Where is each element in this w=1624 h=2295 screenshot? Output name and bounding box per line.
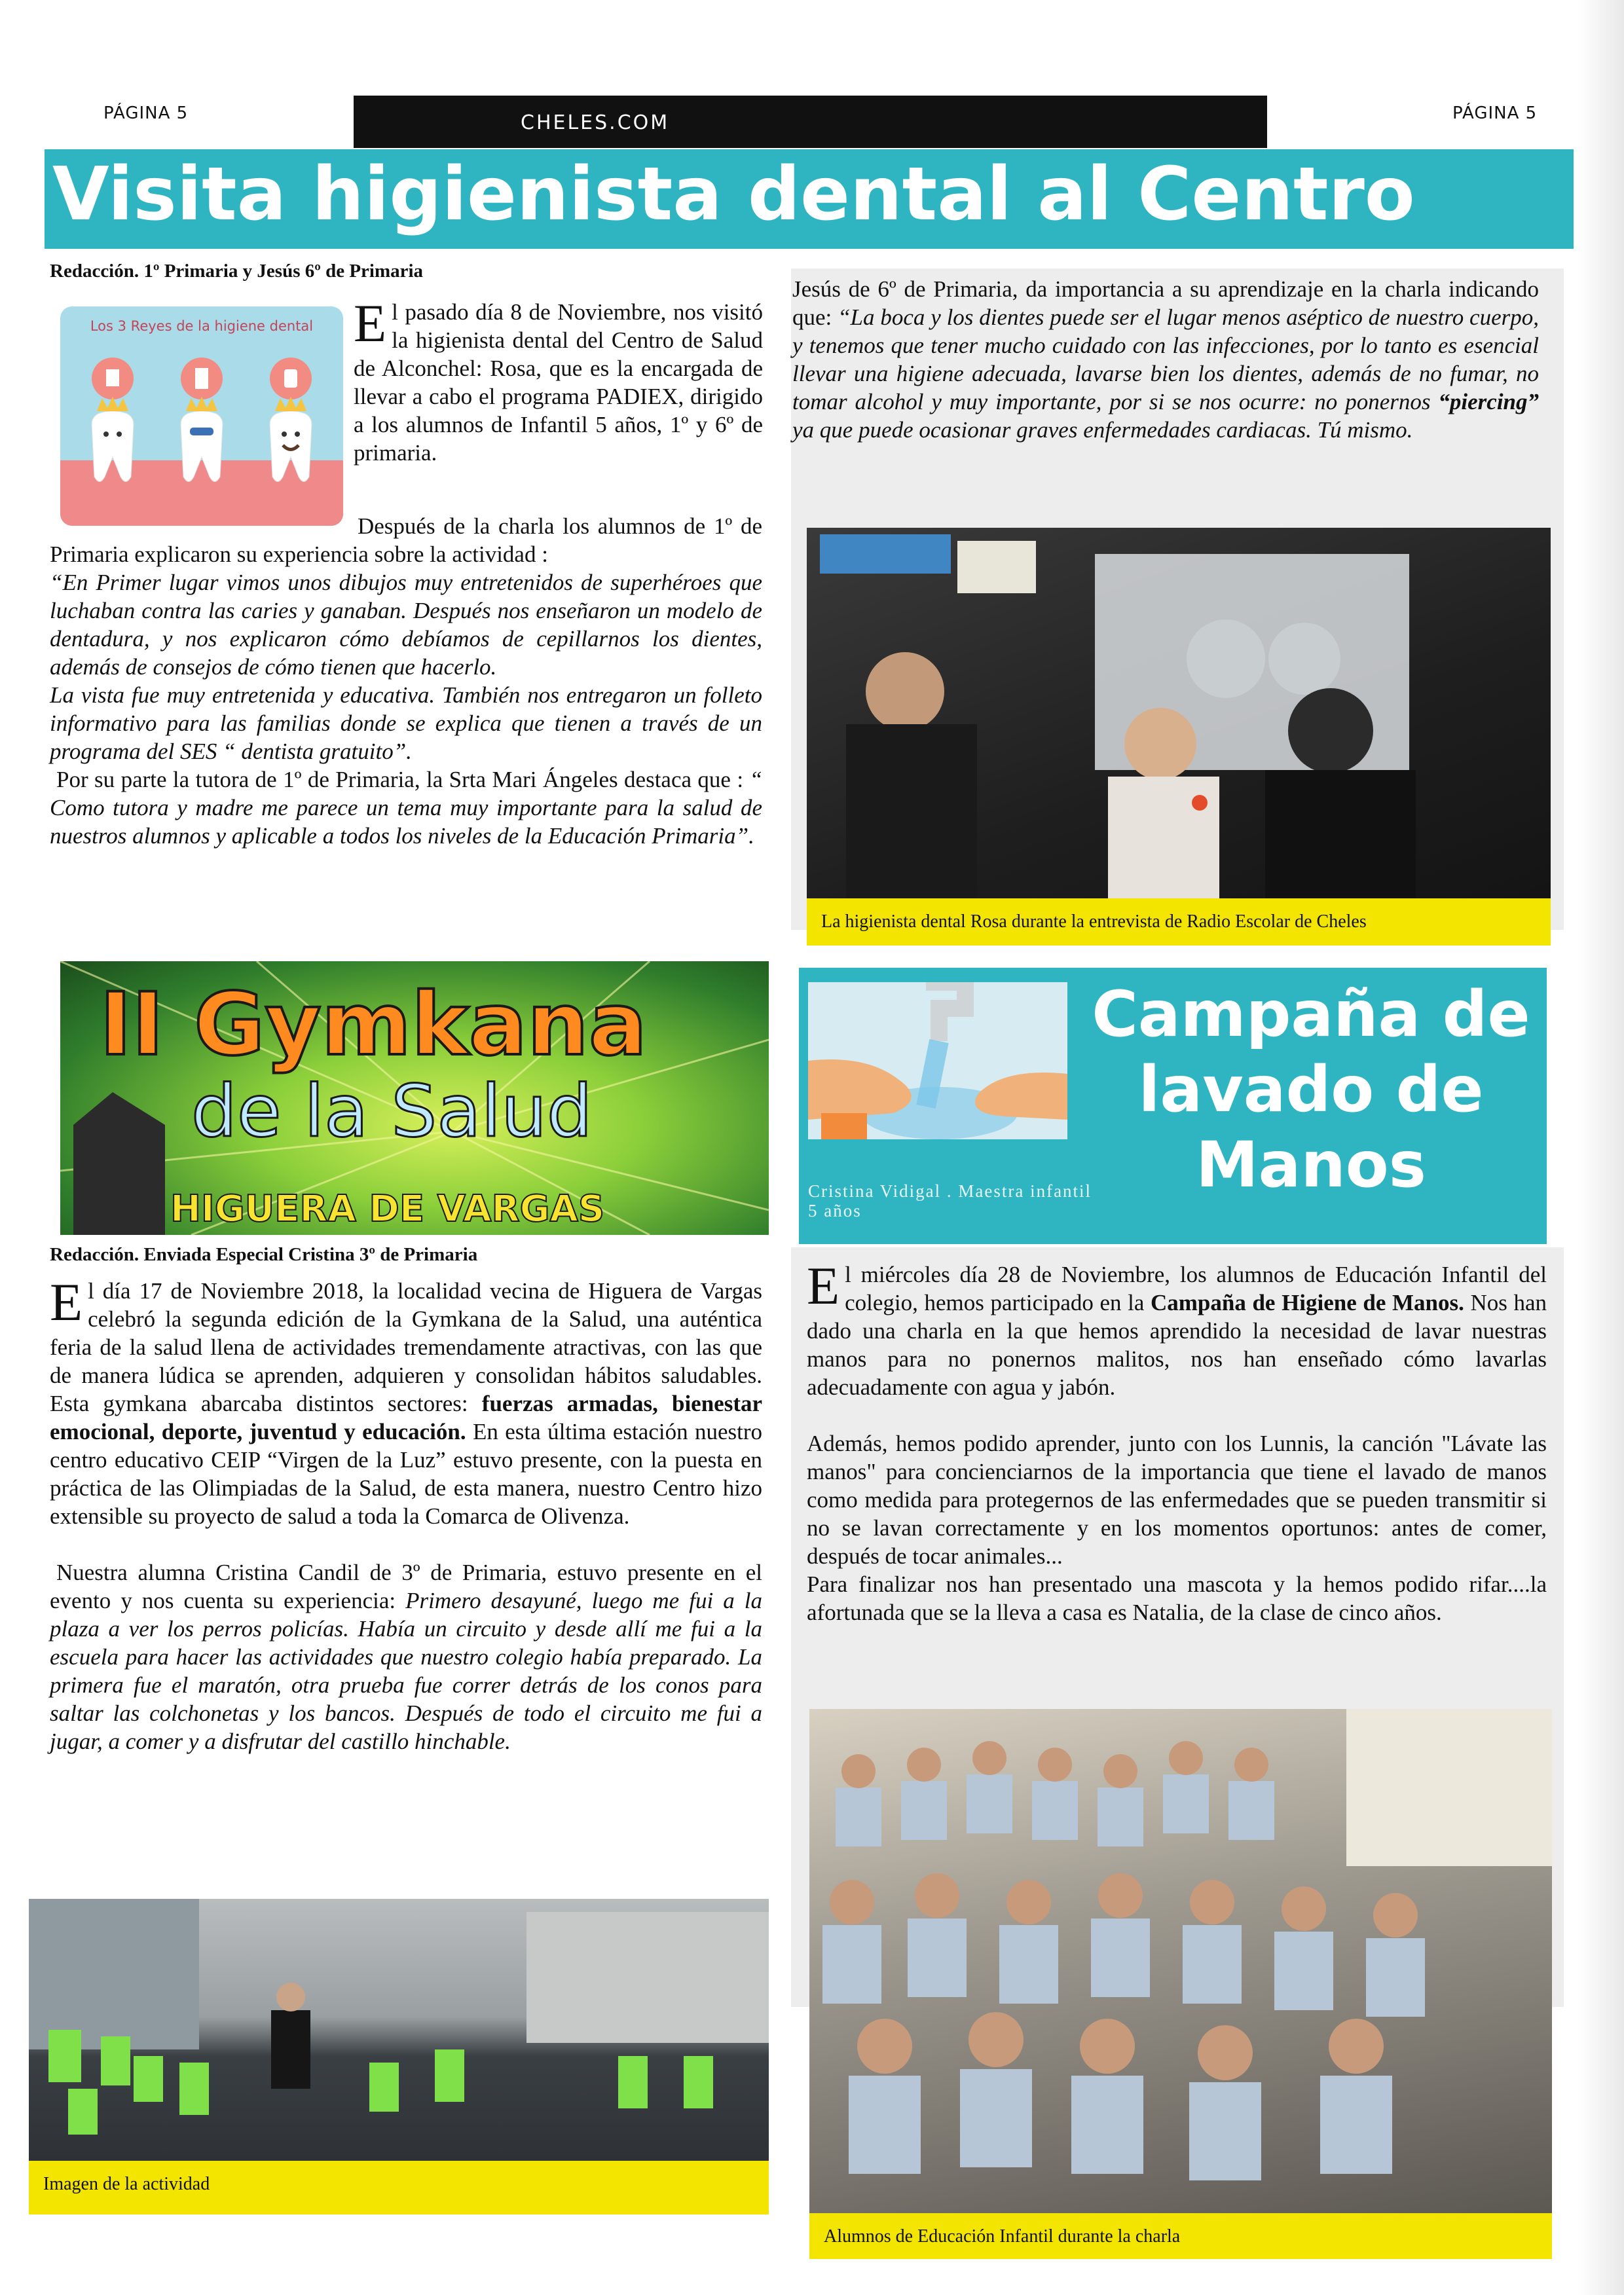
gymkana-banner-line3: HIGUERA DE VARGAS xyxy=(170,1188,605,1230)
article3-body xyxy=(807,1256,1547,1626)
gymkana-activity-photo xyxy=(29,1899,769,2161)
article2-body xyxy=(50,1272,763,1755)
article1-right-quote-bold: “piercing” xyxy=(1438,389,1540,414)
article3-title-line2: lavado de xyxy=(1138,1053,1484,1126)
article3-title-line3: Manos xyxy=(1196,1128,1426,1202)
article3-author-line1: Cristina Vidigal . Maestra infantil xyxy=(808,1181,1092,1201)
article3-author xyxy=(808,1181,1092,1221)
infantil-classroom-photo xyxy=(809,1709,1552,2213)
article1-right-quote-b: ya que puede ocasionar graves enfermedades cardiacas. Tú mismo. xyxy=(792,417,1413,443)
article1-byline: Redacción. 1º Primaria y Jesús 6º de Primaria xyxy=(50,261,424,282)
gymkana-banner-line2: de la Salud xyxy=(191,1069,593,1153)
article3-p1-bold: Campaña de Higiene de Manos. xyxy=(1151,1290,1464,1315)
handwashing-illustration xyxy=(808,982,1067,1139)
article3-dropcap: E xyxy=(807,1256,840,1315)
article3-title-line1: Campaña de xyxy=(1092,978,1530,1051)
site-name[interactable]: CHELES.COM xyxy=(521,111,670,134)
article1-p5: Por su parte la tutora de 1º de Primaria, la Srta Mari Ángeles destaca que : xyxy=(56,767,744,792)
article3-p2: Además, hemos podido aprender, junto con los Lunnis, la canción "Lávate las manos" para concienciarnos de la importancia que tiene el lavado de manos como medida para protegernos de las enfermedades que se pueden transmitir si no se lavan correctamente y en los momentos oportunos: antes de comer, después de tocar animales... xyxy=(807,1431,1547,1569)
article3-title-panel xyxy=(799,968,1547,1244)
article1-right-intro: Jesús de 6º de Primaria, da importancia a su aprendizaje en la charla indicando que: xyxy=(792,276,1539,330)
infantil-classroom-illustration xyxy=(809,1709,1552,2213)
article1-title-bar xyxy=(45,149,1574,249)
article3-p1-a: l miércoles día 28 de Noviembre, los alumnos de Educación Infantil del colegio, hemos participado en la xyxy=(845,1262,1547,1315)
article2-p1-bold: fuerzas armadas, bienestar emocional, deporte, juventud y educación. xyxy=(50,1391,763,1444)
article1-p1: l pasado día 8 de Noviembre, nos visitó la higienista dental del Centro de Salud de Alconchel: Rosa, que es la encargada de llevar a cabo el programa PADIEX, dirigido a los alumnos de Infantil 5 años, 1º y 6º de primaria. xyxy=(354,299,763,466)
article2-photo-caption: Imagen de la actividad xyxy=(43,2174,210,2194)
article3-p3: Para finalizar nos han presentado una mascota y la hemos podido rifar....la afortunada que se la lleva a casa es Natalia, de la clase de cinco años. xyxy=(807,1571,1547,1625)
dental-poster-text: Los 3 Reyes de la higiene dental xyxy=(90,318,314,334)
article1-photo-caption-bar xyxy=(807,898,1551,946)
article3-p1-b: Nos han dado una charla en la que hemos aprendido la necesidad de lavar nuestras manos para no ponernos malitos, nos han enseñado cómo lavarlas adecuadamente con agua y jabón. xyxy=(807,1290,1547,1400)
article1-photo-caption: La higienista dental Rosa durante la entrevista de Radio Escolar de Cheles xyxy=(821,911,1367,932)
radio-interview-illustration xyxy=(807,528,1551,898)
gymkana-activity-illustration xyxy=(29,1899,769,2161)
gymkana-banner-image xyxy=(60,961,769,1235)
article3-title xyxy=(1075,977,1547,1203)
page-number-left: PÁGINA 5 xyxy=(103,103,189,123)
header-bar xyxy=(354,96,1267,148)
article1-right-quote-a: “La boca y los dientes puede ser el lugar menos aséptico de nuestro cuerpo, y tenemos que tener mucho cuidado con las infecciones, por lo tanto es esencial llevar una higiene adecuada, lavarse bien los dientes, además de no fumar, no tomar alcohol y muy importante, por si se nos ocurre: no ponernos xyxy=(792,304,1539,414)
article3-author-line2: 5 años xyxy=(808,1201,862,1221)
dental-poster-image xyxy=(60,306,343,526)
article1-right-text xyxy=(792,275,1539,444)
hands-icon xyxy=(808,982,1067,1139)
article1-dropcap: E xyxy=(354,293,387,353)
article2-byline: Redacción. Enviada Especial Cristina 3º de Primaria xyxy=(50,1244,478,1265)
radio-interview-photo xyxy=(807,528,1551,898)
article2-photo-caption-bar xyxy=(29,2161,769,2214)
article1-title: Visita higienista dental al Centro xyxy=(52,152,1415,237)
article1-p4: La vista fue muy entretenida y educativa. También nos entregaron un folleto informativo para las familias donde se explica que tienen a través de un programa del SES “ dentista gratuito”. xyxy=(50,682,762,764)
article1-p3: “En Primer lugar vimos unos dibujos muy entretenidos de superhéroes que luchaban contra las caries y ganaban. Después nos enseñaron un modelo de dentadura, y nos explicaron cómo debíamos de cepillarnos los dientes, además de consejos de cómo tienen que hacerlo. xyxy=(50,570,762,680)
article3-photo-caption: Alumnos de Educación Infantil durante la charla xyxy=(824,2226,1181,2247)
article1-p5-quote: “ Como tutora y madre me parece un tema muy importante para la salud de nuestros alumnos y aplicable a todos los niveles de la Educación Primaria”. xyxy=(50,767,762,849)
article1-intro xyxy=(354,293,763,467)
page-number-right: PÁGINA 5 xyxy=(1452,103,1538,123)
scan-edge xyxy=(1578,0,1624,2295)
gymkana-banner-line1: II Gymkana xyxy=(100,974,648,1075)
article2-p2-a: Nuestra alumna Cristina Candil de 3º de Primaria, estuvo presente en el evento y nos cuenta su experiencia: xyxy=(50,1560,762,1613)
teeth-illustration xyxy=(60,306,343,526)
article1-body xyxy=(50,512,762,850)
article1-p2: Después de la charla los alumnos de 1º de Primaria explicaron su experiencia sobre la actividad : xyxy=(50,513,762,567)
article2-p1-b: En esta última estación nuestro centro educativo CEIP “Virgen de la Luz” estuvo presente, con la puesta en práctica de las Olimpiadas de la Salud, de esta manera, nuestro Centro hizo extensible su proyecto de salud a toda la Comarca de Olivenza. xyxy=(50,1419,763,1529)
article2-p1-a: l día 17 de Noviembre 2018, la localidad vecina de Higuera de Vargas celebró la segunda edición de la Gymkana de la Salud, una auténtica feria de la salud llena de actividades tremendamente atractivas, con las que de manera lúdica se aprenden, adquieren y consolidan hábitos saludables. Esta gymkana abarcaba distintos sectores: xyxy=(50,1278,762,1416)
article2-p2-quote: Primero desayuné, luego me fui a la plaza a ver los perros policías. Había un circuito y desde allí me fui a la escuela para hacer las actividades que nuestro colegio había preparado. La primera fue el maratón, otra prueba fue correr detrás de los conos para saltar las colchonetas y los bancos. Después de todo el circuito me fui a jugar, a comer y a disfrutar del castillo hinchable. xyxy=(50,1588,762,1754)
article2-dropcap: E xyxy=(50,1272,83,1332)
article3-photo-caption-bar xyxy=(809,2213,1552,2259)
